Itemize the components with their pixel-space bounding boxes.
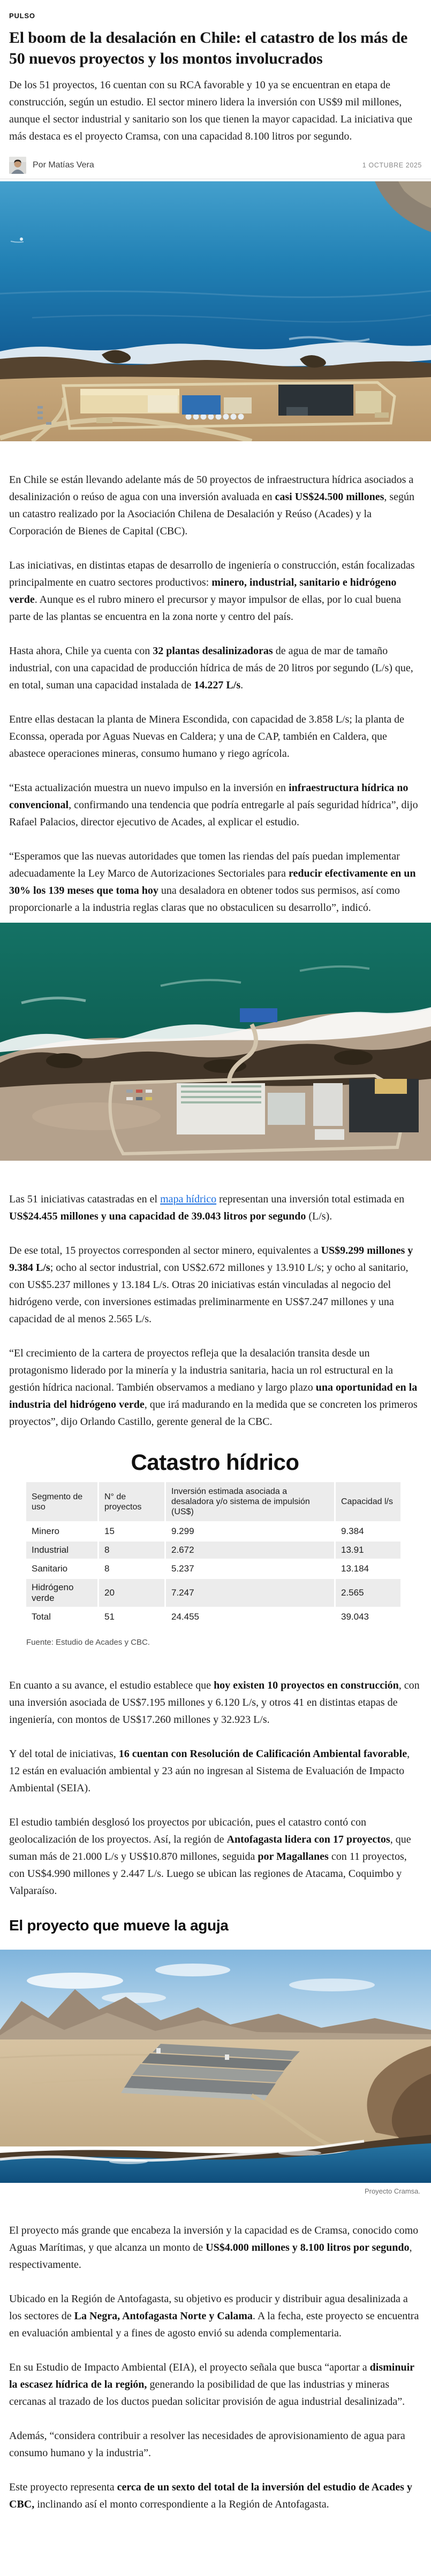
text-run: una desaladora en obtener todos sus permisos, así como proporcionarle a la industria reglas claras que no obstaculicen su desarrollo”, indicó.	[9, 885, 400, 914]
article-paragraph	[9, 2222, 422, 2273]
article-body-section-3	[0, 1677, 431, 1899]
author-link[interactable]: Por Matías Vera	[33, 160, 94, 170]
table-source: Fuente: Estudio de Acades y CBC.	[26, 1638, 150, 1647]
table-row	[26, 1560, 400, 1577]
table-cell: Hidrógeno verde	[26, 1579, 97, 1607]
table-head	[26, 1482, 400, 1521]
article-body-section-2	[0, 1191, 431, 1430]
hero-image	[0, 181, 431, 441]
text-run: “Esperamos que las nuevas autoridades que tomen las riendas del país puedan implementar adecuadamente la Ley Marco de Autorizaciones Sectoriales para	[9, 850, 400, 879]
table-cell: Total	[26, 1608, 97, 1626]
text-run: ; ocho al sector industrial, con US$2.672 millones y 13.910 L/s; y ocho al sanitario, con US$5.237 millones y 13.184 L/s. Otras 20 iniciativas están vinculadas al negocio del hidrógeno verde, con inversiones estimadas preliminarmente en US$7.247 millones y una capacidad de al menos 2.565 L/s.	[9, 1262, 409, 1325]
table-cell: Minero	[26, 1523, 97, 1540]
bold-text: cerca de un sexto del total de la inversión del estudio de Acades y CBC,	[9, 2481, 412, 2510]
table-row	[26, 1542, 400, 1559]
catastro-figure	[26, 1450, 404, 1647]
table-row	[26, 1579, 400, 1607]
table-cell: Industrial	[26, 1542, 97, 1559]
byline	[9, 157, 422, 174]
text-run: El proyecto más grande que encabeza la inversión y la capacidad es de Cramsa, conocido como Aguas Marítimas, y que alcanza un monto de	[9, 2225, 419, 2253]
bold-text: minero, industrial, sanitario e hidrógeno verde	[9, 577, 397, 605]
article-paragraph	[9, 2359, 422, 2410]
catastro-table	[25, 1481, 402, 1627]
text-run: Las iniciativas, en distintas etapas de desarrollo de ingeniería o construcción, están focalizadas principalmente en cuatro sectores productivos:	[9, 559, 415, 588]
table-header-cell: Segmento de uso	[26, 1482, 97, 1521]
article-paragraph	[9, 471, 422, 540]
table-cell: 51	[99, 1608, 164, 1626]
bold-text: por Magallanes	[258, 1851, 329, 1862]
table-cell: 13.91	[336, 1542, 400, 1559]
mapa-hidrico-link[interactable]: mapa hídrico	[160, 1193, 217, 1205]
article-paragraph	[9, 2290, 422, 2342]
text-run: inclinando así el monto correspondiente a la Región de Antofagasta.	[34, 2498, 329, 2510]
bold-text: 16 cuentan con Resolución de Calificación Ambiental favorable	[118, 1748, 407, 1760]
text-run: generando la posibilidad de que las industrias y mineras cercanas al trazado de los ductos puedan solicitar provisión de agua industrial desalinizada”.	[9, 2379, 405, 2408]
text-run: Ubicado en la Región de Antofagasta, su objetivo es producir y distribuir agua desalinizada a los sectores de	[9, 2293, 408, 2322]
bold-text: disminuir la escasez hídrica de la región,	[9, 2362, 414, 2390]
text-run: Las 51 iniciativas catastradas en el	[9, 1193, 161, 1205]
table-header-cell: Inversión estimada asociada a desaladora y/o sistema de impulsión (US$)	[166, 1482, 334, 1521]
text-run: , según un catastro realizado por la Asociación Chilena de Desalación y Reúso (Acades) y la Corporación de Bienes de Capital (CBC).	[9, 491, 415, 537]
text-run: .	[240, 679, 244, 691]
text-run: Entre ellas destacan la planta de Minera Escondida, con capacidad de 3.858 L/s; la planta de Econssa, operada por Aguas Nuevas en Caldera; y una de CAP, también en Caldera, que abastece operaciones mineras, consumo humano y riego agrícola.	[9, 714, 405, 760]
bold-text: 14.227 L/s	[194, 679, 241, 691]
text-run: De ese total, 15 proyectos corresponden al sector minero, equivalentes a	[9, 1245, 321, 1256]
bold-text: infraestructura hídrica no convencional	[9, 782, 409, 811]
table-cell: 2.565	[336, 1579, 400, 1607]
table-header-cell: Capacidad l/s	[336, 1482, 400, 1521]
article-paragraph	[9, 1677, 422, 1728]
table-cell: 24.455	[166, 1608, 334, 1626]
table-body	[26, 1523, 400, 1626]
text-run: Hasta ahora, Chile ya cuenta con	[9, 645, 153, 657]
article-paragraph	[9, 2427, 422, 2462]
article-paragraph	[9, 557, 422, 625]
text-run: . A la fecha, este proyecto se encuentra en evaluación ambiental y a fines de agosto envió su adenda complementaria.	[9, 2310, 419, 2339]
coastline-plant-photo-illustration	[0, 923, 431, 1161]
article-body-section-4	[0, 2222, 431, 2520]
table-cell: 7.247	[166, 1579, 334, 1607]
bold-text: una oportunidad en la industria del hidrógeno verde	[9, 1382, 418, 1410]
bold-text: 32 plantas desalinizadoras	[153, 645, 273, 657]
bold-text: hoy existen 10 proyectos en construcción	[214, 1680, 399, 1691]
hero-photo-illustration	[0, 181, 431, 441]
text-run: Y del total de iniciativas,	[9, 1748, 119, 1760]
bold-text: Antofagasta lidera con 17 proyectos	[226, 1834, 390, 1845]
bold-text: US$24.455 millones y una capacidad de 39.043 litros por segundo	[9, 1210, 306, 1222]
article-paragraph	[9, 779, 422, 831]
page-title: El boom de la desalación en Chile: el catastro de los más de 50 nuevos proyectos y los montos involucrados	[9, 29, 408, 67]
bold-text: casi US$24.500 millones	[275, 491, 384, 503]
table-cell: 20	[99, 1579, 164, 1607]
text-run: , que irá madurando en la medida que se concreten los primeros proyectos”, dijo Orlando Castillo, gerente general de la CBC.	[9, 1399, 418, 1428]
text-run: Además, “considera contribuir a resolver las necesidades de aprovisionamiento de agua para consumo humano y la industria”.	[9, 2430, 405, 2459]
article-body-section-1	[0, 471, 431, 916]
section-heading: El proyecto que mueve la aguja	[9, 1917, 229, 1934]
article-paragraph	[9, 1814, 422, 1899]
text-run: , confirmando una tendencia que podría entregarle al país seguridad hídrica”, dijo Rafael Palacios, director ejecutivo de Acades, al explicar el estudio.	[9, 799, 418, 828]
article-paragraph	[9, 1745, 422, 1797]
table-cell: 5.237	[166, 1560, 334, 1577]
article-paragraph	[9, 1191, 422, 1225]
text-run: , respectivamente.	[9, 2242, 412, 2271]
article-paragraph	[9, 848, 422, 916]
table-header-cell: N° de proyectos	[99, 1482, 164, 1521]
text-run: representan una inversión total estimada en	[216, 1193, 405, 1205]
table-row	[26, 1523, 400, 1540]
table-cell: 13.184	[336, 1560, 400, 1577]
author-avatar	[9, 157, 26, 174]
article-paragraph	[9, 711, 422, 762]
text-run: El estudio también desglosó los proyectos por ubicación, pues el catastro contó con geolocalización de los proyectos. Así, la región de	[9, 1816, 367, 1845]
table-cell: 8	[99, 1560, 164, 1577]
author-avatar-illustration	[9, 157, 26, 174]
article-paragraph	[9, 642, 422, 694]
bold-text: La Negra, Antofagasta Norte y Calama	[74, 2310, 253, 2322]
article-paragraph	[9, 1242, 422, 1328]
text-run: “Esta actualización muestra un nuevo impulso en la inversión en	[9, 782, 289, 794]
table-title: Catastro hídrico	[131, 1450, 299, 1475]
table-header-row	[26, 1482, 400, 1521]
bold-text: reducir efectivamente en un 30% los 139 meses que toma hoy	[9, 868, 416, 896]
table-cell: 8	[99, 1542, 164, 1559]
text-run: En su Estudio de Impacto Ambiental (EIA), el proyecto señala que busca “aportar a	[9, 2362, 370, 2373]
text-run: de agua de mar de tamaño industrial, con una capacidad de producción hídrica de más de 20 litros por segundo (L/s) que, en total, suman una capacidad instalada de	[9, 645, 413, 691]
table-cell: 39.043	[336, 1608, 400, 1626]
text-run: , con una inversión asociada de US$7.195 millones y 6.120 L/s, y otros 41 en distintas etapas de ingeniería, con montos de US$17.260 millones y 32.923 L/s.	[9, 1680, 420, 1726]
article-image-3	[0, 1950, 431, 2195]
text-run: “El crecimiento de la cartera de proyectos refleja que la desalación transita desde un protagonismo liderado por la minería y la industria sanitaria, hacia un rol estructural en la gestión hídrica nacional. También observamos a mediano y largo plazo	[9, 1347, 393, 1393]
table-cell: 9.384	[336, 1523, 400, 1540]
article-deck: De los 51 proyectos, 16 cuentan con su RCA favorable y 10 ya se encuentran en etapa de construcción, según un estudio. El sector minero lidera la inversión con US$9 mil millones, aunque el sector industrial y sanitario son los que tienen la mayor capacidad. La iniciativa que más destaca es el proyecto Cramsa, con una capacidad 8.100 litros por segundo.	[9, 79, 413, 142]
table-cell: Sanitario	[26, 1560, 97, 1577]
bold-text: US$9.299 millones y 9.384 L/s	[9, 1245, 413, 1274]
text-run: con 11 proyectos, con US$4.990 millones y 2.447 L/s. Luego se ubican las regiones de Atacama, Coquimbo y Valparaíso.	[9, 1851, 407, 1897]
text-run: , 12 están en evaluación ambiental y 23 aún no ingresan al Sistema de Evaluación de Impacto Ambiental (SEIA).	[9, 1748, 410, 1794]
category-label: PULSO	[9, 12, 35, 20]
bold-text: US$4.000 millones y 8.100 litros por segundo	[206, 2242, 410, 2253]
publish-date: 1 OCTUBRE 2025	[362, 162, 422, 169]
text-run: Este proyecto representa	[9, 2481, 117, 2493]
cramsa-project-photo-illustration	[0, 1950, 431, 2183]
text-run: , que suman más de 21.000 L/s y US$10.870 millones, seguida	[9, 1834, 411, 1862]
table-cell: 9.299	[166, 1523, 334, 1540]
text-run: (L/s).	[306, 1210, 332, 1222]
article-paragraph	[9, 2479, 422, 2513]
photo-caption: Proyecto Cramsa.	[364, 2187, 420, 2195]
table-row	[26, 1608, 400, 1626]
article-paragraph	[9, 1345, 422, 1430]
text-run: En Chile se están llevando adelante más de 50 proyectos de infraestructura hídrica asociados a desalinización o reúso de agua con una inversión avaluada en	[9, 474, 414, 503]
table-cell: 15	[99, 1523, 164, 1540]
text-run: . Aunque es el rubro minero el precursor y mayor impulsor de ellas, por lo cual buena parte de las plantas se encuentra en la zona norte y centro del país.	[9, 594, 402, 623]
table-cell: 2.672	[166, 1542, 334, 1559]
article-image-2	[0, 923, 431, 1161]
text-run: En cuanto a su avance, el estudio establece que	[9, 1680, 214, 1691]
